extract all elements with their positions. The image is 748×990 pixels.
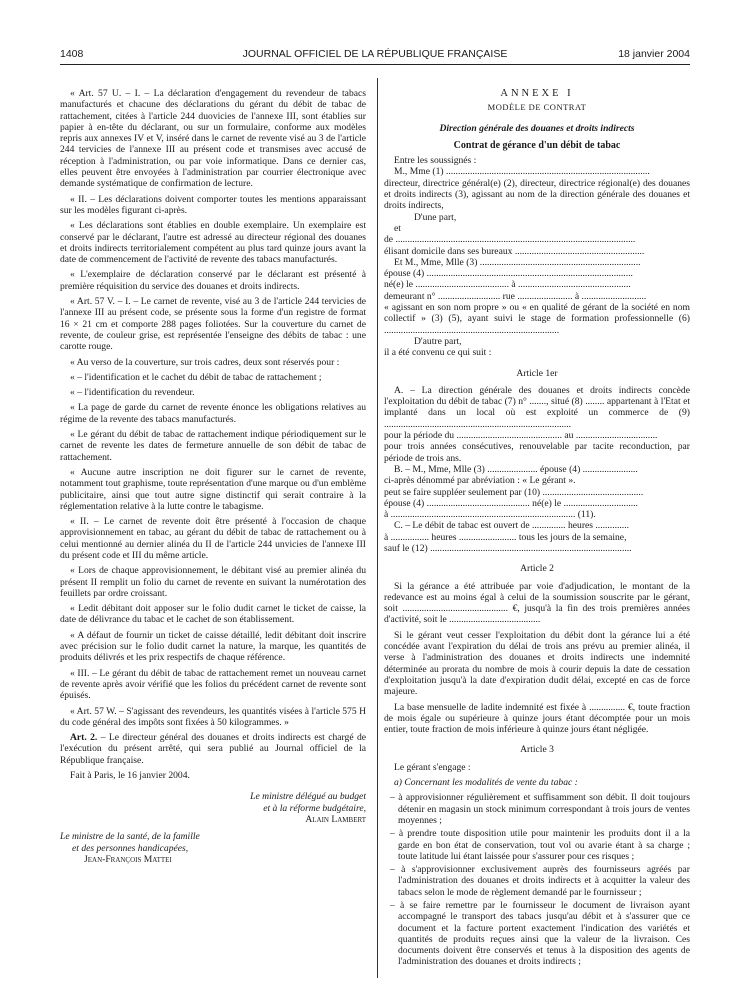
paragraph: « – l'identification du revendeur. [70, 387, 195, 399]
direction-heading: Direction générale des douanes et droits indirects [439, 122, 635, 134]
form-line: sauf le (12) .................................................................................... [384, 542, 632, 554]
form-line: né(e) le ....................................... à ............................................... [384, 279, 631, 291]
paragraph: « Les déclarations sont établies en double exemplaire. Un exemplaire est conservé par le déclarant, l'autre est adressé au directeur régional des douanes et droits indirects territorialement compétent au plus tard quinze jours avant la date de commencement de l'activité de revente des tabacs manufacturés. [60, 220, 366, 266]
contract-title: Contrat de gérance d'un débit de tabac [453, 139, 621, 151]
signatory-name: Alain Lambert [305, 813, 366, 825]
paragraph: pour trois années consécutives, renouvelable par tacite reconduction, par période de trois ans. [384, 441, 690, 464]
paragraph: Si la gérance a été attribuée par voie d'adjudication, le montant de la redevance est au moins égal à celui de la soumission souscrite par le gérant, soit ............................................ €, jusqu'à la fin des trois premières années d'activité, soit le ...................................... [384, 580, 690, 626]
form-line: D'autre part, [414, 335, 462, 347]
form-line: Et M., Mme, Mlle (3) ................................................................... [394, 256, 641, 268]
paragraph: A. – La direction générale des douanes et droits indirects concède l'exploitation du débit de tabac (7) n° ......., situé (8) ........ appartenant à l'Etat et implanté dans un local où est exploité un commerce de (9) .............................................................................. [384, 384, 690, 430]
list-item: – à approvisionner régulièrement et suffisamment son débit. Il doit toujours détenir en magasin un stock minimum correspondant à trois jours de ventes moyennes ; [390, 792, 690, 826]
form-line: D'une part, [414, 211, 457, 223]
form-line: ci-après dénommé par abréviation : « Le gérant ». [384, 475, 576, 487]
article-2-text: – Le directeur général des douanes et droits indirects est chargé de l'exécution du présent arrêté, qui sera publié au Journal officiel de la République française. [60, 732, 367, 766]
right-column [384, 88, 690, 970]
form-line: il a été convenu ce qui suit : [384, 347, 492, 359]
paragraph: « III. – Le gérant du débit de tabac de rattachement remet un nouveau carnet de revente après avoir vérifié que les folios du précédent carnet de revente sont épuisés. [60, 667, 366, 702]
left-column [60, 88, 366, 865]
page-number: 1408 [60, 48, 84, 60]
column-divider [377, 78, 378, 978]
form-line: à ............................................................................. (11). [384, 509, 596, 521]
list-item: – à prendre toute disposition utile pour maintenir les produits dont il a la garde en bon état de conservation, tout vol ou avarie étant à sa charge ; toute latitude lui étant laissée pour s'assurer pour ces risques ; [390, 828, 690, 862]
paragraph: La base mensuelle de ladite indemnité est fixée à ............... €, toute fraction de mois égale ou supérieure à quinze jours étant décomptée pour un mois entier, toute fraction de mois inférieure à quinze jours étant négligée. [384, 701, 690, 736]
journal-title: JOURNAL OFFICIEL DE LA RÉPUBLIQUE FRANÇAISE [242, 48, 508, 60]
paragraph: « Au verso de la couverture, sur trois cadres, deux sont réservés pour : [70, 356, 340, 368]
form-line: pour la période du ............................................ au .................................. [384, 430, 658, 442]
form-line: B. – M., Mme, Mlle (3) ..................... épouse (4) ....................... [394, 463, 638, 475]
paragraph: « Lors de chaque approvisionnement, le débitant visé au premier alinéa du présent II remplit un folio du carnet de revente en suivant la numérotation des feuillets par ordre croissant. [60, 565, 366, 599]
paragraph: Le gérant s'engage : [394, 761, 471, 773]
paragraph: « Le gérant du débit de tabac de rattachement indique périodiquement sur le carnet de revente les dates de fermeture annuelle de son débit de tabac de rattachement. [60, 429, 366, 463]
form-line: élisant domicile dans ses bureaux ...................................................... [384, 245, 645, 257]
form-line: directeur, directrice général(e) (2), directeur, directrice régional(e) des douanes et droits indirects (3), agissant au nom de la direction générale des douanes et droits indirects, [384, 177, 690, 212]
signature-line: et à la réforme budgétaire, [263, 802, 366, 814]
signature-line: Le ministre délégué au budget [250, 791, 366, 803]
paragraph: « L'exemplaire de déclaration conservé par le déclarant est présenté à première réquisition du service des douanes et droits indirects. [60, 269, 366, 292]
paragraph: « A défaut de fournir un ticket de caisse détaillé, ledit débitant doit inscrire avec précision sur le folio dudit carnet la nature, la marque, les quantités de produits délivrés et les prix respectifs de chaque référence. [60, 629, 366, 664]
annex-title: ANNEXE I [500, 88, 574, 99]
paragraph: « II. – Le carnet de revente doit être présenté à l'occasion de chaque approvisionnement en tabac, au gérant du débit de tabac de rattachement ou à celui mentionné au dernier alinéa du II de l'article 244 unvicies de l'annexe III du présent code et III du même article. [60, 516, 366, 561]
done-at: Fait à Paris, le 16 janvier 2004. [70, 770, 190, 782]
model-subtitle: MODÈLE DE CONTRAT [487, 102, 587, 113]
form-line: « agissant en son nom propre » ou « en qualité de gérant de la société en nom collectif » (3) (5), ayant suivi le stage de formation professionnelle (6) ......................................................................... [384, 302, 690, 336]
paragraph: « Art. 57 U. – I. – La déclaration d'engagement du revendeur de tabacs manufacturés et chacune des déclarations du gérant du débit de tabac de rattachement, citées à l'article 244 duovicies de l'annexe III, sont établies sur papier à en-tête du déclarant, ou sur un formulaire, conforme aux modèles repris aux annexes IV et V, inséré dans le carnet de revente visé au 3 de l'article 244 tervicies de l'annexe III au présent code et transmises avec accusé de réception à l'administration, ou par voie informatique. Dans ce dernier cas, elles peuvent être envoyées à l'administration par courrier électronique avec demande systématique de confirmation de lecture. [60, 88, 366, 190]
article-heading: Article 1er [516, 367, 558, 379]
header-rule [60, 64, 690, 65]
article-2-paragraph [60, 732, 366, 766]
form-line: à ................ heures ........................ tous les jours de la semaine, [384, 531, 627, 543]
page-header [60, 48, 690, 62]
paragraph: « La page de garde du carnet de revente énonce les obligations relatives au régime de la revente des tabacs manufacturés. [60, 402, 366, 425]
article-2-label: Art. 2. [70, 732, 98, 744]
signature-line: Le ministre de la santé, de la famille [60, 831, 200, 843]
form-line: C. – Le débit de tabac est ouvert de .............. heures .............. [394, 520, 629, 532]
form-line: et [394, 222, 401, 234]
form-line: épouse (4) ........................................... né(e) le ............................... [384, 497, 638, 509]
list-item: – à s'approvisionner exclusivement auprès des fournisseurs agréés par l'administration des douanes et droits indirects et à acquitter la valeur des tabacs selon le mode de règlement demandé par le fournisseur ; [390, 864, 690, 898]
form-line: épouse (4) ...................................................................................... [384, 268, 633, 280]
list-item: – à se faire remettre par le fournisseur le document de livraison ayant accompagné le transport des tabacs jusqu'au débit et à s'assurer que ce document et la facture portent exactement l'indication des variétés et quantités de produits reçues ainsi que la valeur de la livraison. Ces documents doivent être conservés et tenus à la disposition des agents de l'administration des douanes et droits indirects ; [390, 900, 690, 968]
paragraph: « II. – Les déclarations doivent comporter toutes les mentions apparaissant sur les modèles figurant ci-après. [60, 193, 366, 216]
signature-line: et des personnes handicapées, [72, 842, 189, 854]
paragraph: Si le gérant veut cesser l'exploitation du débit dont la gérance lui a été concédée avant l'expiration du délai de trois ans prévu au premier alinéa, il verse à l'administration des douanes et droits indirects une indemnité déterminée au prorata du nombre de mois à courir depuis la date de cessation d'exploitation jusqu'à la date d'expiration dudit délai, excepté en cas de force majeure. [384, 629, 690, 698]
form-line: peut se faire suppléer seulement par (10) .......................................... [384, 486, 644, 498]
paragraph: « Art. 57 W. – S'agissant des revendeurs, les quantités visées à l'article 575 H du code général des impôts sont fixées à 50 kilogrammes. » [60, 705, 366, 728]
paragraph: « – l'identification et le cachet du débit de tabac de rattachement ; [70, 371, 322, 383]
article-heading: Article 2 [520, 563, 554, 575]
form-line: Entre les soussignés : [394, 155, 477, 167]
article-heading: Article 3 [520, 744, 554, 756]
form-line: de .................................................................................................... [384, 234, 636, 246]
paragraph: « Ledit débitant doit apposer sur le folio dudit carnet le ticket de caisse, la date de délivrance du tabac et le cachet de son établissement. [60, 603, 366, 626]
form-line: M., Mme (1) ..................................................................................... [394, 166, 650, 178]
issue-date: 18 janvier 2004 [618, 48, 690, 60]
paragraph: « Aucune autre inscription ne doit figurer sur le carnet de revente, notamment tout graphisme, toute représentation d'une marque ou d'un emblème publicitaire, ainsi que tout autre signe distinctif qui serait contraire à la réglementation relative à la lutte contre le tabagisme. [60, 466, 366, 512]
paragraph: « Art. 57 V. – I. – Le carnet de revente, visé au 3 de l'article 244 tervicies de l'annexe III au présent code, se présente sous la forme d'un registre de format 16 × 21 cm et comporte 288 pages foliotées. Sur la couverture du carnet de revente, de couleur grise, est représentée l'enseigne des débits de tabac : une carotte rouge. [60, 296, 366, 353]
form-line: demeurant n° .......................... rue ....................... à ........................... [384, 290, 647, 302]
paragraph: a) Concernant les modalités de vente du tabac : [394, 777, 578, 789]
signatory-name: Jean-François Mattei [84, 853, 172, 865]
